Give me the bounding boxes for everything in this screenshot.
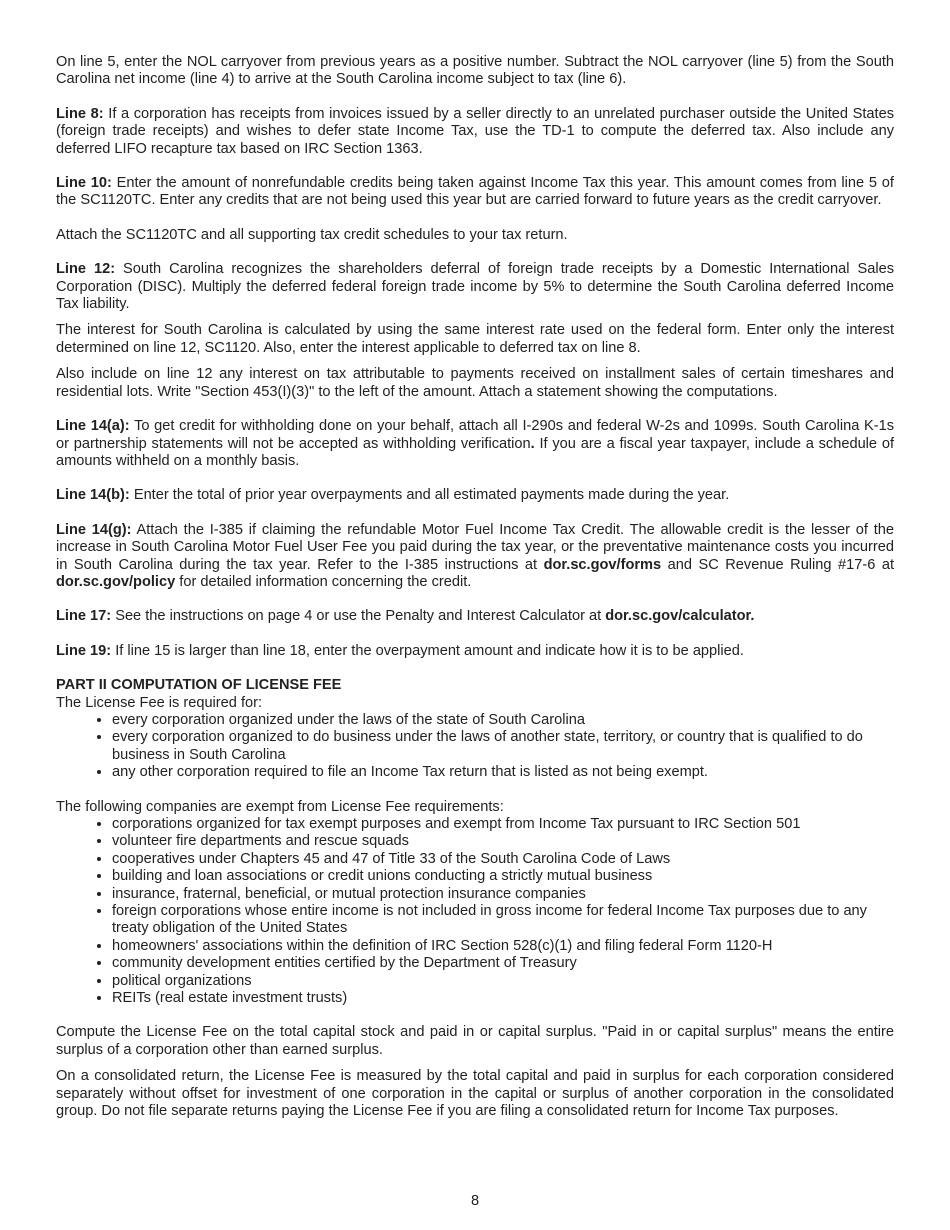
- line14a-text-2: If you are a fiscal year taxpayer, include a schedule of amounts withheld on a monthly basis.: [56, 435, 894, 469]
- line14g-label: Line 14(g):: [56, 521, 132, 538]
- line19-label: Line 19:: [56, 642, 112, 659]
- line8-text: If a corporation has receipts from invoices issued by a seller directly to an unrelated purchaser outside the United States (foreign trade receipts) and wishes to defer state Income Tax, use the TD-1 to compute the deferred tax. Also include any deferred LIFO recapture tax based on IRC Section 1363.: [56, 105, 895, 157]
- list-item: • volunteer fire departments and rescue squads: [112, 833, 894, 850]
- list-item: • community development entities certified by the Department of Treasury: [112, 955, 894, 972]
- consolidated-paragraph: On a consolidated return, the License Fee is measured by the total capital and paid in surplus for each corporation considered separately without offset for investment of one corporation in the capital or surplus of another corporation in the consolidated group. Do not file separate returns paying the License Fee if you are filing a consolidated return for Income Tax purposes.: [56, 1068, 894, 1120]
- line17-label: Line 17:: [56, 608, 112, 625]
- calculator-link[interactable]: dor.sc.gov/calculator.: [605, 608, 755, 625]
- line12-label: Line 12:: [56, 261, 116, 278]
- line19-paragraph: [56, 643, 894, 660]
- line12-text: South Carolina recognizes the shareholders deferral of foreign trade receipts by a Domestic International Sales Corporation (DISC). Multiply the deferred federal foreign trade income by 5% to determine the South Carolina deferred Income Tax liability.: [56, 261, 894, 313]
- line10-label: Line 10:: [56, 175, 112, 192]
- line14b-label: Line 14(b):: [56, 487, 130, 504]
- interest-paragraph: The interest for South Carolina is calculated by using the same interest rate used on the federal form. Enter only the interest determined on line 12, SC1120. Also, enter the interest applicable to deferred tax on line 8.: [56, 322, 894, 356]
- attach-paragraph: Attach the SC1120TC and all supporting tax credit schedules to your tax return.: [56, 226, 568, 243]
- line14g-paragraph: [56, 522, 894, 592]
- list-item: • every corporation organized under the laws of the state of South Carolina: [112, 712, 894, 729]
- part2-heading: PART II COMPUTATION OF LICENSE FEE: [56, 677, 342, 694]
- compute-paragraph: Compute the License Fee on the total capital stock and paid in or capital surplus. "Paid in or capital surplus" means the entire surplus of a corporation other than earned surplus.: [56, 1024, 894, 1058]
- forms-link[interactable]: dor.sc.gov/forms: [543, 556, 662, 573]
- license-fee-intro: The License Fee is required for:: [56, 694, 263, 711]
- list-item: • political organizations: [112, 973, 894, 990]
- line14g-text-2: and SC Revenue Ruling #17-6 at: [661, 556, 894, 573]
- line14a-paragraph: [56, 418, 894, 470]
- nol-paragraph: On line 5, enter the NOL carryover from previous years as a positive number. Subtract the NOL carryover (line 5) from the South Carolina net income (line 4) to arrive at the South Carolina income subject to tax (line 6).: [56, 54, 894, 88]
- list-item: • insurance, fraternal, beneficial, or mutual protection insurance companies: [112, 886, 894, 903]
- line10-paragraph: [56, 175, 894, 210]
- document-body: [56, 54, 894, 1121]
- also-include-paragraph: Also include on line 12 any interest on tax attributable to payments received on installment sales of certain timeshares and residential lots. Write "Section 453(I)(3)" to the left of the amount. Attach a statement showing the computations.: [56, 366, 894, 400]
- list-item: • every corporation organized to do business under the laws of another state, territory, or country that is qualified to do business in South Carolina: [112, 729, 894, 764]
- line14a-period: .: [530, 435, 535, 452]
- line14a-label: Line 14(a):: [56, 418, 130, 435]
- list-item: • corporations organized for tax exempt purposes and exempt from Income Tax pursuant to IRC Section 501: [112, 816, 894, 833]
- list-item: • homeowners' associations within the definition of IRC Section 528(c)(1) and filing federal Form 1120-H: [112, 938, 894, 955]
- line19-text: If line 15 is larger than line 18, enter the overpayment amount and indicate how it is to be applied.: [111, 642, 744, 659]
- line10-text: Enter the amount of nonrefundable credits being taken against Income Tax this year. This amount comes from line 5 of the SC1120TC. Enter any credits that are not being used this year but are carried forward to future years as the credit carryover.: [56, 175, 894, 209]
- line8-paragraph: [56, 106, 894, 158]
- exempt-list: [56, 816, 894, 1007]
- page-number: 8: [470, 1193, 480, 1209]
- line14g-text-3: for detailed information concerning the credit.: [175, 573, 472, 590]
- exempt-intro: The following companies are exempt from License Fee requirements:: [56, 798, 504, 815]
- line17-text: See the instructions on page 4 or use the Penalty and Interest Calculator at: [111, 608, 606, 625]
- line12-paragraph: [56, 261, 894, 313]
- list-item: • cooperatives under Chapters 45 and 47 of Title 33 of the South Carolina Code of Laws: [112, 851, 894, 868]
- line14a-text: To get credit for withholding done on your behalf, attach all I-290s and federal W-2s and 1099s. South Carolina K-1s or partnership statements will not be accepted as withholding verification: [56, 418, 895, 452]
- line8-label: Line 8:: [56, 105, 104, 122]
- required-list: [56, 712, 894, 782]
- line14b-text: Enter the total of prior year overpayments and all estimated payments made during the year.: [129, 487, 730, 504]
- line14g-text: Attach the I-385 if claiming the refundable Motor Fuel Income Tax Credit. The allowable credit is the lesser of the increase in South Carolina Motor Fuel User Fee you paid during the tax year, or the preventative maintenance costs you incurred in South Carolina during the tax year. Refer to the I-385 instructions at: [56, 521, 895, 573]
- list-item: • REITs (real estate investment trusts): [112, 990, 894, 1007]
- list-item: • foreign corporations whose entire income is not included in gross income for federal Income Tax purposes due to any treaty obligation of the United States: [112, 903, 894, 938]
- line17-paragraph: [56, 608, 894, 625]
- list-item: • building and loan associations or credit unions conducting a strictly mutual business: [112, 868, 894, 885]
- list-item: • any other corporation required to file an Income Tax return that is listed as not being exempt.: [112, 764, 894, 781]
- policy-link[interactable]: dor.sc.gov/policy: [56, 573, 176, 590]
- line14b-paragraph: [56, 487, 894, 504]
